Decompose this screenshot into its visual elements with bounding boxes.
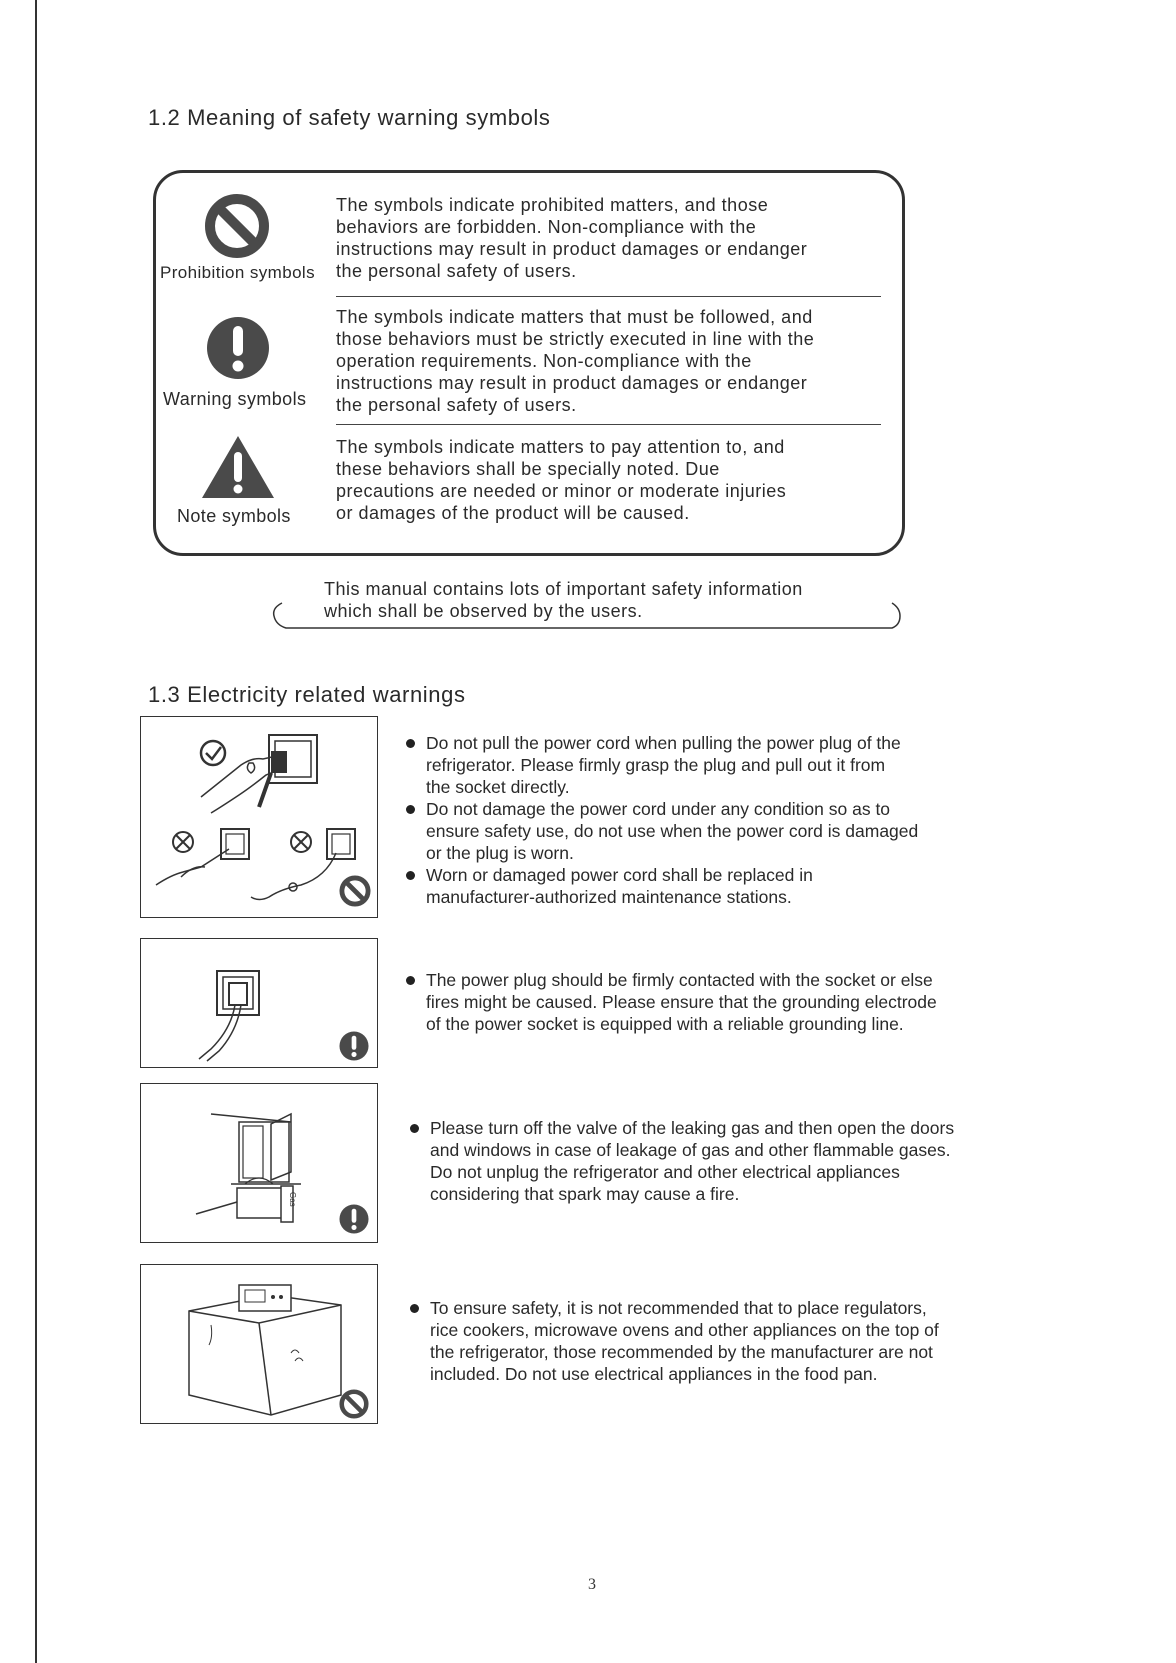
list-item: Do not damage the power cord under any condition so as to ensure safety use, do not use when the power cord is damaged or the plug is worn. (406, 798, 1026, 864)
x-circle-icon (291, 832, 311, 852)
appliance-on-refrigerator-illustration (140, 1264, 378, 1424)
plug-in-socket-illustration (140, 938, 378, 1068)
prohibition-label: Prohibition symbols (160, 263, 315, 282)
exclamation-icon (339, 1204, 369, 1234)
gas-label: Gas (288, 1192, 297, 1207)
list-item: Worn or damaged power cord shall be replaced in manufacturer-authorized maintenance stations. (406, 864, 1026, 908)
exclamation-icon (206, 316, 270, 380)
page-number: 3 (588, 1576, 596, 1593)
prohibition-icon (204, 193, 270, 259)
warning-list-appliances (410, 1297, 1030, 1385)
list-item: The power plug should be firmly contacted with the socket or else fires might be caused. Please ensure that the grounding electrode of the power socket is equipped with a reliable grounding line. (406, 969, 1026, 1035)
warning-list-power-plug (406, 969, 1026, 1035)
unplugging-power-cord-illustration (140, 716, 378, 918)
divider (336, 424, 881, 425)
note-label: Note symbols (177, 506, 291, 526)
note-description: The symbols indicate matters to pay attention to, and these behaviors shall be specially noted. Due precautions are needed or minor or moderate injuries or damages of the product will be caused. (336, 437, 787, 523)
divider (336, 296, 881, 297)
notice-text: This manual contains lots of important safety information which shall be observed by the users. (324, 579, 803, 621)
section-1-2-title: 1.2 Meaning of safety warning symbols (148, 105, 551, 130)
x-circle-icon (173, 832, 193, 852)
check-circle-icon (201, 741, 225, 765)
page-margin-rule (35, 0, 37, 1663)
list-item: Please turn off the valve of the leaking gas and then open the doors and windows in case of leakage of gas and other flammable gases. Do not unplug the refrigerator and other electrical appliances considering that spark may cause a fire. (410, 1117, 1030, 1205)
exclamation-icon (339, 1031, 369, 1061)
list-item: Do not pull the power cord when pulling the power plug of the refrigerator. Please firmly grasp the plug and pull out it from the socket directly. (406, 732, 1026, 798)
safety-symbols-box (153, 170, 905, 556)
gas-leak-window-illustration (140, 1083, 378, 1243)
warning-triangle-icon (200, 434, 276, 500)
prohibition-description: The symbols indicate prohibited matters, and those behaviors are forbidden. Non-compliance with the instructions may result in product damages or endanger the personal safety of users. (336, 195, 808, 281)
warning-label: Warning symbols (163, 389, 307, 409)
warning-list-gas-leak (410, 1117, 1030, 1205)
warning-list-power-cord (406, 732, 1026, 908)
warning-description: The symbols indicate matters that must be followed, and those behaviors must be strictly executed in line with the operation requirements. Non-compliance with the instructions may result in product damages or endanger the personal safety of users. (336, 307, 815, 415)
list-item: To ensure safety, it is not recommended that to place regulators, rice cookers, microwave ovens and other appliances on the top of the refrigerator, those recommended by the manufacturer are not included. Do not use electrical appliances in the food pan. (410, 1297, 1030, 1385)
prohibition-icon (339, 1389, 369, 1419)
safety-notice (272, 578, 902, 633)
prohibition-icon (339, 875, 371, 907)
section-1-3-title: 1.3 Electricity related warnings (148, 682, 466, 707)
